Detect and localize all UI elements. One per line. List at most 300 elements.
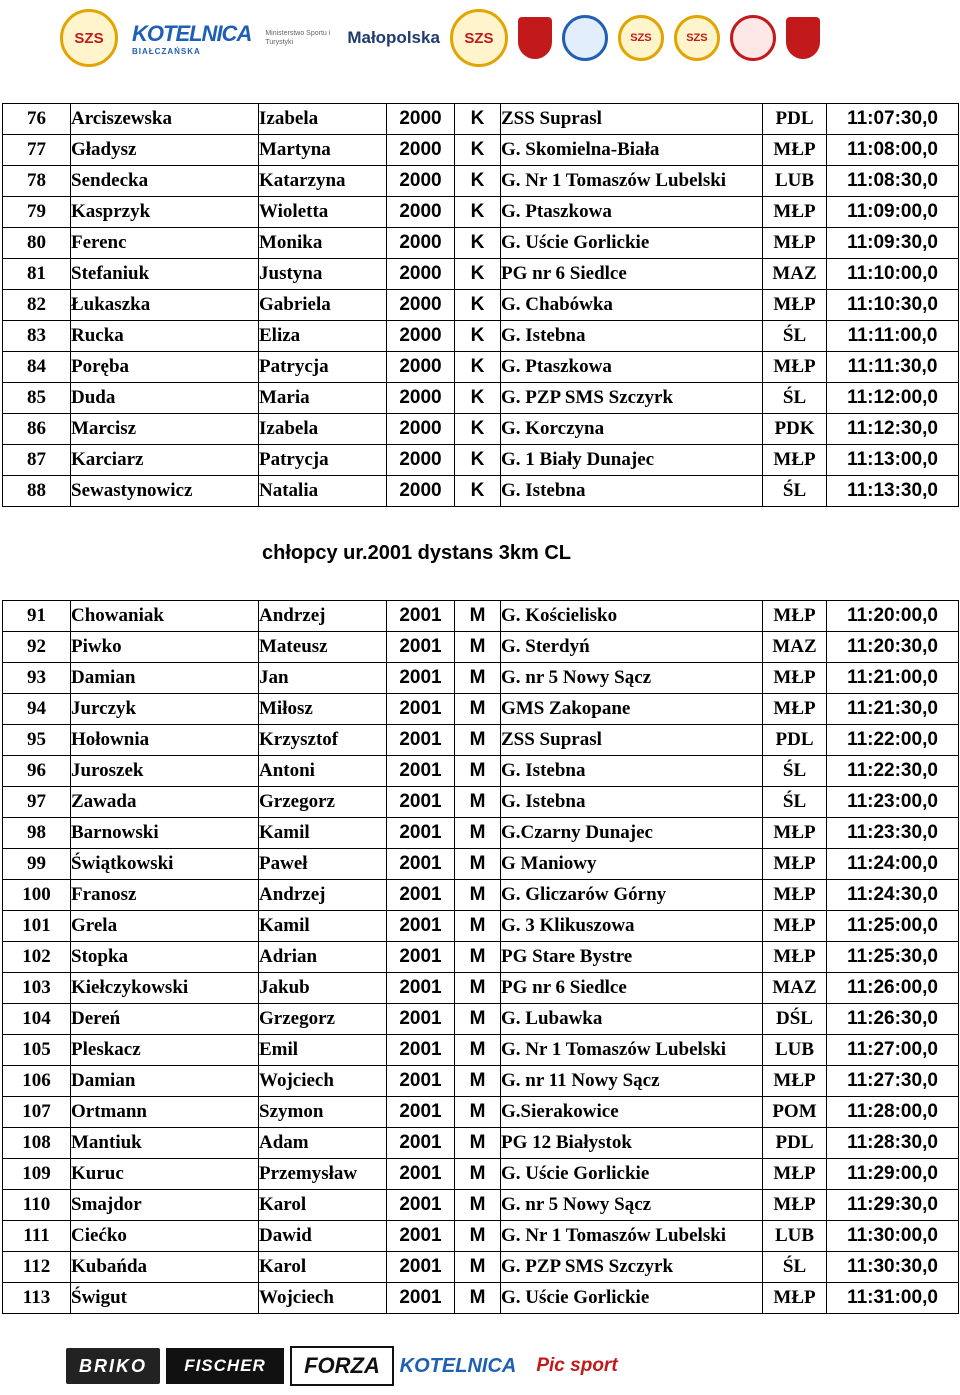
first-name-cell: Emil: [259, 1035, 387, 1066]
school-cell: ZSS Suprasl: [501, 725, 763, 756]
table-row: [3, 476, 959, 507]
start-time-cell: 11:24:00,0: [827, 849, 959, 880]
sex-cell: M: [455, 601, 501, 632]
surname-cell: Świgut: [71, 1283, 259, 1314]
sponsor-logos: [66, 1344, 646, 1388]
start-number-cell: 82: [3, 290, 71, 321]
region-cell: MAZ: [763, 259, 827, 290]
table-row: [3, 725, 959, 756]
start-time-cell: 11:20:30,0: [827, 632, 959, 663]
start-time-cell: 11:10:30,0: [827, 290, 959, 321]
birth-year-cell: 2001: [387, 1159, 455, 1190]
sex-cell: K: [455, 290, 501, 321]
szs-association-seal-icon: SZS: [450, 9, 508, 67]
birth-year-cell: 2000: [387, 383, 455, 414]
sex-cell: M: [455, 818, 501, 849]
region-cell: MŁP: [763, 694, 827, 725]
birth-year-cell: 2001: [387, 1283, 455, 1314]
start-number-cell: 80: [3, 228, 71, 259]
pic-sport-logo-icon: Pic sport: [536, 1355, 618, 1376]
region-cell: MŁP: [763, 818, 827, 849]
start-time-cell: 11:25:30,0: [827, 942, 959, 973]
table-row: [3, 756, 959, 787]
start-number-cell: 108: [3, 1128, 71, 1159]
start-number-cell: 95: [3, 725, 71, 756]
school-cell: G. Uście Gorlickie: [501, 1159, 763, 1190]
first-name-cell: Jakub: [259, 973, 387, 1004]
school-cell: G. Gliczarów Górny: [501, 880, 763, 911]
sex-cell: M: [455, 1252, 501, 1283]
surname-cell: Stefaniuk: [71, 259, 259, 290]
start-time-cell: 11:23:00,0: [827, 787, 959, 818]
start-number-cell: 100: [3, 880, 71, 911]
start-number-cell: 87: [3, 445, 71, 476]
table-row: [3, 1252, 959, 1283]
surname-cell: Barnowski: [71, 818, 259, 849]
start-number-cell: 109: [3, 1159, 71, 1190]
first-name-cell: Karol: [259, 1252, 387, 1283]
surname-cell: Juroszek: [71, 756, 259, 787]
first-name-cell: Kamil: [259, 818, 387, 849]
birth-year-cell: 2001: [387, 663, 455, 694]
first-name-cell: Andrzej: [259, 880, 387, 911]
surname-cell: Kasprzyk: [71, 197, 259, 228]
table-row: [3, 1221, 959, 1252]
sex-cell: M: [455, 1097, 501, 1128]
birth-year-cell: 2001: [387, 694, 455, 725]
start-number-cell: 110: [3, 1190, 71, 1221]
kotelnica-logo-icon: KOTELNICA BIAŁCZAŃSKA: [132, 20, 252, 56]
start-number-cell: 93: [3, 663, 71, 694]
school-cell: G. Nr 1 Tomaszów Lubelski: [501, 1035, 763, 1066]
start-number-cell: 111: [3, 1221, 71, 1252]
birth-year-cell: 2001: [387, 1035, 455, 1066]
birth-year-cell: 2000: [387, 135, 455, 166]
first-name-cell: Jan: [259, 663, 387, 694]
school-cell: G. Nr 1 Tomaszów Lubelski: [501, 166, 763, 197]
birth-year-cell: 2001: [387, 1190, 455, 1221]
first-name-cell: Martyna: [259, 135, 387, 166]
briko-logo-icon: BRIKO: [66, 1348, 160, 1384]
surname-cell: Sendecka: [71, 166, 259, 197]
first-name-cell: Grzegorz: [259, 787, 387, 818]
first-name-cell: Adam: [259, 1128, 387, 1159]
start-number-cell: 92: [3, 632, 71, 663]
sex-cell: M: [455, 725, 501, 756]
school-cell: G. Istebna: [501, 321, 763, 352]
first-name-cell: Krzysztof: [259, 725, 387, 756]
first-name-cell: Andrzej: [259, 601, 387, 632]
birth-year-cell: 2000: [387, 104, 455, 135]
first-name-cell: Eliza: [259, 321, 387, 352]
school-cell: G. Ptaszkowa: [501, 352, 763, 383]
sex-cell: K: [455, 476, 501, 507]
region-cell: ŚL: [763, 383, 827, 414]
start-number-cell: 85: [3, 383, 71, 414]
table-row: [3, 1035, 959, 1066]
start-time-cell: 11:20:00,0: [827, 601, 959, 632]
start-time-cell: 11:22:30,0: [827, 756, 959, 787]
forza-logo-icon: FORZA: [290, 1346, 394, 1386]
surname-cell: Arciszewska: [71, 104, 259, 135]
sex-cell: M: [455, 694, 501, 725]
start-time-cell: 11:26:00,0: [827, 973, 959, 1004]
first-name-cell: Wojciech: [259, 1066, 387, 1097]
birth-year-cell: 2001: [387, 601, 455, 632]
coat-of-arms-2-icon: [786, 17, 820, 59]
start-time-cell: 11:07:30,0: [827, 104, 959, 135]
surname-cell: Franosz: [71, 880, 259, 911]
start-number-cell: 107: [3, 1097, 71, 1128]
surname-cell: Gładysz: [71, 135, 259, 166]
first-name-cell: Miłosz: [259, 694, 387, 725]
start-number-cell: 76: [3, 104, 71, 135]
start-time-cell: 11:28:00,0: [827, 1097, 959, 1128]
start-time-cell: 11:08:00,0: [827, 135, 959, 166]
first-name-cell: Izabela: [259, 414, 387, 445]
start-number-cell: 103: [3, 973, 71, 1004]
start-number-cell: 105: [3, 1035, 71, 1066]
surname-cell: Piwko: [71, 632, 259, 663]
school-cell: G.Czarny Dunajec: [501, 818, 763, 849]
first-name-cell: Justyna: [259, 259, 387, 290]
first-name-cell: Natalia: [259, 476, 387, 507]
start-number-cell: 112: [3, 1252, 71, 1283]
school-cell: G. nr 11 Nowy Sącz: [501, 1066, 763, 1097]
start-time-cell: 11:13:30,0: [827, 476, 959, 507]
table-row: [3, 321, 959, 352]
first-name-cell: Przemysław: [259, 1159, 387, 1190]
school-cell: PG 12 Białystok: [501, 1128, 763, 1159]
sex-cell: K: [455, 414, 501, 445]
birth-year-cell: 2000: [387, 476, 455, 507]
first-name-cell: Patrycja: [259, 445, 387, 476]
birth-year-cell: 2001: [387, 787, 455, 818]
first-name-cell: Antoni: [259, 756, 387, 787]
start-time-cell: 11:31:00,0: [827, 1283, 959, 1314]
sex-cell: M: [455, 880, 501, 911]
start-time-cell: 11:09:00,0: [827, 197, 959, 228]
region-cell: MŁP: [763, 352, 827, 383]
region-cell: MŁP: [763, 849, 827, 880]
sex-cell: K: [455, 445, 501, 476]
surname-cell: Poręba: [71, 352, 259, 383]
table-row: [3, 352, 959, 383]
start-number-cell: 96: [3, 756, 71, 787]
header-logos: [60, 6, 860, 70]
surname-cell: Duda: [71, 383, 259, 414]
region-cell: LUB: [763, 1035, 827, 1066]
surname-cell: Chowaniak: [71, 601, 259, 632]
birth-year-cell: 2001: [387, 1004, 455, 1035]
table-row: [3, 414, 959, 445]
table-row: [3, 1159, 959, 1190]
school-cell: G.Sierakowice: [501, 1097, 763, 1128]
birth-year-cell: 2000: [387, 228, 455, 259]
results-table-girls: [2, 103, 959, 507]
start-time-cell: 11:27:00,0: [827, 1035, 959, 1066]
sex-cell: M: [455, 973, 501, 1004]
region-cell: MŁP: [763, 1066, 827, 1097]
birth-year-cell: 2001: [387, 725, 455, 756]
surname-cell: Świątkowski: [71, 849, 259, 880]
start-number-cell: 102: [3, 942, 71, 973]
surname-cell: Rucka: [71, 321, 259, 352]
fischer-logo-icon: FISCHER: [166, 1348, 284, 1384]
region-cell: POM: [763, 1097, 827, 1128]
table-row: [3, 880, 959, 911]
sex-cell: M: [455, 942, 501, 973]
table-row: [3, 383, 959, 414]
first-name-cell: Paweł: [259, 849, 387, 880]
region-cell: LUB: [763, 1221, 827, 1252]
surname-cell: Dereń: [71, 1004, 259, 1035]
region-cell: MŁP: [763, 228, 827, 259]
region-cell: MŁP: [763, 135, 827, 166]
first-name-cell: Grzegorz: [259, 1004, 387, 1035]
start-time-cell: 11:29:30,0: [827, 1190, 959, 1221]
kotelnica-sponsor-logo-icon: KOTELNICA: [399, 1354, 517, 1377]
table-row: [3, 818, 959, 849]
surname-cell: Marcisz: [71, 414, 259, 445]
region-cell: DŚL: [763, 1004, 827, 1035]
start-time-cell: 11:25:00,0: [827, 911, 959, 942]
start-number-cell: 78: [3, 166, 71, 197]
region-cell: PDL: [763, 725, 827, 756]
start-time-cell: 11:09:30,0: [827, 228, 959, 259]
surname-cell: Kiełczykowski: [71, 973, 259, 1004]
birth-year-cell: 2001: [387, 942, 455, 973]
region-cell: PDL: [763, 1128, 827, 1159]
start-number-cell: 106: [3, 1066, 71, 1097]
sex-cell: K: [455, 228, 501, 259]
sex-cell: K: [455, 135, 501, 166]
birth-year-cell: 2000: [387, 166, 455, 197]
birth-year-cell: 2001: [387, 973, 455, 1004]
surname-cell: Kubańda: [71, 1252, 259, 1283]
table-row: [3, 632, 959, 663]
start-time-cell: 11:13:00,0: [827, 445, 959, 476]
table-row: [3, 259, 959, 290]
start-number-cell: 77: [3, 135, 71, 166]
sex-cell: K: [455, 259, 501, 290]
start-number-cell: 99: [3, 849, 71, 880]
start-time-cell: 11:21:00,0: [827, 663, 959, 694]
sex-cell: M: [455, 756, 501, 787]
region-cell: MAZ: [763, 632, 827, 663]
birth-year-cell: 2001: [387, 756, 455, 787]
region-cell: MAZ: [763, 973, 827, 1004]
first-name-cell: Kamil: [259, 911, 387, 942]
start-time-cell: 11:30:30,0: [827, 1252, 959, 1283]
table-row: [3, 942, 959, 973]
region-cell: LUB: [763, 166, 827, 197]
sex-cell: K: [455, 166, 501, 197]
table-row: [3, 911, 959, 942]
table-row: [3, 290, 959, 321]
sex-cell: M: [455, 1035, 501, 1066]
section-heading: chłopcy ur.2001 dystans 3km CL: [262, 542, 572, 564]
start-time-cell: 11:10:00,0: [827, 259, 959, 290]
start-time-cell: 11:22:00,0: [827, 725, 959, 756]
szs-seal-2-icon: SZS: [618, 15, 664, 61]
surname-cell: Sewastynowicz: [71, 476, 259, 507]
sex-cell: M: [455, 1004, 501, 1035]
surname-cell: Stopka: [71, 942, 259, 973]
birth-year-cell: 2001: [387, 1252, 455, 1283]
school-cell: G. Uście Gorlickie: [501, 1283, 763, 1314]
sex-cell: M: [455, 1159, 501, 1190]
first-name-cell: Karol: [259, 1190, 387, 1221]
sex-cell: M: [455, 1128, 501, 1159]
start-time-cell: 11:11:30,0: [827, 352, 959, 383]
table-row: [3, 1128, 959, 1159]
start-time-cell: 11:08:30,0: [827, 166, 959, 197]
start-number-cell: 101: [3, 911, 71, 942]
coat-of-arms-1-icon: [518, 17, 552, 59]
start-number-cell: 104: [3, 1004, 71, 1035]
first-name-cell: Wojciech: [259, 1283, 387, 1314]
school-cell: G. PZP SMS Szczyrk: [501, 1252, 763, 1283]
first-name-cell: Katarzyna: [259, 166, 387, 197]
table-row: [3, 1004, 959, 1035]
region-cell: MŁP: [763, 663, 827, 694]
start-time-cell: 11:12:00,0: [827, 383, 959, 414]
school-cell: G. Uście Gorlickie: [501, 228, 763, 259]
school-cell: G. nr 5 Nowy Sącz: [501, 663, 763, 694]
table-row: [3, 663, 959, 694]
first-name-cell: Izabela: [259, 104, 387, 135]
region-cell: MŁP: [763, 1159, 827, 1190]
birth-year-cell: 2000: [387, 197, 455, 228]
region-cell: MŁP: [763, 290, 827, 321]
table-row: [3, 104, 959, 135]
school-cell: G. Istebna: [501, 787, 763, 818]
start-number-cell: 97: [3, 787, 71, 818]
table-row: [3, 601, 959, 632]
region-cell: ŚL: [763, 321, 827, 352]
table-row: [3, 973, 959, 1004]
table-row: [3, 1190, 959, 1221]
sex-cell: M: [455, 911, 501, 942]
first-name-cell: Mateusz: [259, 632, 387, 663]
birth-year-cell: 2000: [387, 445, 455, 476]
region-cell: MŁP: [763, 197, 827, 228]
surname-cell: Damian: [71, 1066, 259, 1097]
sex-cell: K: [455, 321, 501, 352]
ministry-logo-icon: Ministerstwo Sportu i Turystyki: [265, 30, 331, 46]
school-cell: G. Ptaszkowa: [501, 197, 763, 228]
surname-cell: Ortmann: [71, 1097, 259, 1128]
birth-year-cell: 2001: [387, 632, 455, 663]
first-name-cell: Maria: [259, 383, 387, 414]
table-row: [3, 1066, 959, 1097]
start-number-cell: 83: [3, 321, 71, 352]
start-time-cell: 11:26:30,0: [827, 1004, 959, 1035]
sex-cell: M: [455, 1066, 501, 1097]
sex-cell: M: [455, 1283, 501, 1314]
school-cell: G. nr 5 Nowy Sącz: [501, 1190, 763, 1221]
region-cell: PDL: [763, 104, 827, 135]
start-number-cell: 91: [3, 601, 71, 632]
first-name-cell: Monika: [259, 228, 387, 259]
surname-cell: Ciećko: [71, 1221, 259, 1252]
school-cell: PG nr 6 Siedlce: [501, 973, 763, 1004]
school-cell: G Maniowy: [501, 849, 763, 880]
birth-year-cell: 2001: [387, 849, 455, 880]
start-time-cell: 11:29:00,0: [827, 1159, 959, 1190]
school-cell: ZSS Suprasl: [501, 104, 763, 135]
school-cell: PG Stare Bystre: [501, 942, 763, 973]
surname-cell: Mantiuk: [71, 1128, 259, 1159]
table-row: [3, 1283, 959, 1314]
surname-cell: Karciarz: [71, 445, 259, 476]
surname-cell: Grela: [71, 911, 259, 942]
school-cell: PG nr 6 Siedlce: [501, 259, 763, 290]
surname-cell: Smajdor: [71, 1190, 259, 1221]
surname-cell: Zawada: [71, 787, 259, 818]
sex-cell: M: [455, 849, 501, 880]
region-cell: MŁP: [763, 911, 827, 942]
sex-cell: K: [455, 352, 501, 383]
surname-cell: Hołownia: [71, 725, 259, 756]
school-cell: G. Skomielna-Biała: [501, 135, 763, 166]
first-name-cell: Dawid: [259, 1221, 387, 1252]
table-row: [3, 228, 959, 259]
birth-year-cell: 2001: [387, 1097, 455, 1128]
szs-seal-icon: SZS: [60, 9, 118, 67]
birth-year-cell: 2000: [387, 290, 455, 321]
surname-cell: Kuruc: [71, 1159, 259, 1190]
region-cell: PDK: [763, 414, 827, 445]
school-cell: G. Sterdyń: [501, 632, 763, 663]
birth-year-cell: 2001: [387, 880, 455, 911]
start-number-cell: 81: [3, 259, 71, 290]
table-row: [3, 445, 959, 476]
sex-cell: K: [455, 104, 501, 135]
surname-cell: Damian: [71, 663, 259, 694]
birth-year-cell: 2000: [387, 352, 455, 383]
surname-cell: Ferenc: [71, 228, 259, 259]
sex-cell: M: [455, 632, 501, 663]
surname-cell: Jurczyk: [71, 694, 259, 725]
emblem-blue-icon: [562, 15, 608, 61]
birth-year-cell: 2000: [387, 414, 455, 445]
birth-year-cell: 2001: [387, 911, 455, 942]
region-cell: MŁP: [763, 1283, 827, 1314]
region-cell: MŁP: [763, 1190, 827, 1221]
start-number-cell: 84: [3, 352, 71, 383]
birth-year-cell: 2000: [387, 321, 455, 352]
region-cell: ŚL: [763, 476, 827, 507]
school-cell: G. Kościelisko: [501, 601, 763, 632]
start-time-cell: 11:24:30,0: [827, 880, 959, 911]
start-time-cell: 11:23:30,0: [827, 818, 959, 849]
start-time-cell: 11:21:30,0: [827, 694, 959, 725]
birth-year-cell: 2001: [387, 1066, 455, 1097]
school-cell: G. Korczyna: [501, 414, 763, 445]
table-row: [3, 135, 959, 166]
start-time-cell: 11:11:00,0: [827, 321, 959, 352]
first-name-cell: Adrian: [259, 942, 387, 973]
region-cell: ŚL: [763, 787, 827, 818]
school-cell: G. Lubawka: [501, 1004, 763, 1035]
start-time-cell: 11:12:30,0: [827, 414, 959, 445]
school-cell: GMS Zakopane: [501, 694, 763, 725]
birth-year-cell: 2001: [387, 1221, 455, 1252]
start-time-cell: 11:28:30,0: [827, 1128, 959, 1159]
start-time-cell: 11:27:30,0: [827, 1066, 959, 1097]
